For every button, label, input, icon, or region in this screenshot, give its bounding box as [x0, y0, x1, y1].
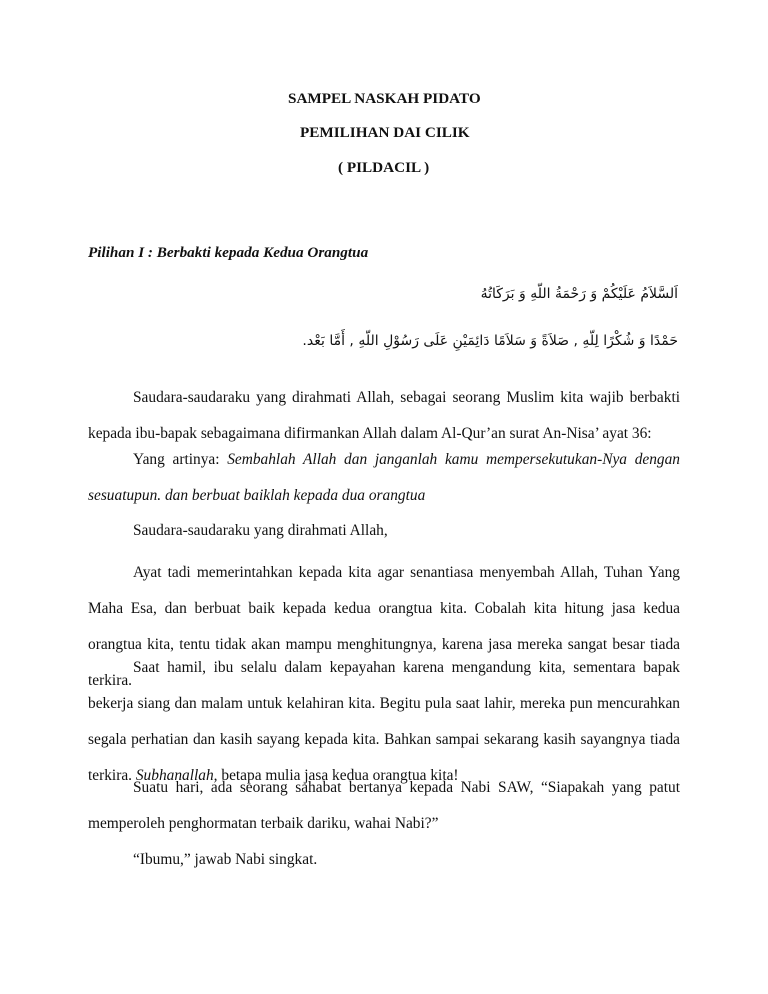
- paragraph-text: Saat hamil, ibu selalu dalam kepayahan karena mengandung kita, sementara bapak bekerja siang dan malam untuk kelahiran kita. Begitu pula saat lahir, mereka pun mencurahkan segala perhatian dan kasih sayang kepada kita. Bahkan sampai sekarang kasih sayangnya tiada terkira.: [88, 659, 680, 784]
- paragraph-text: Saudara-saudaraku yang dirahmati Allah, sebagai seorang Muslim kita wajib berbakti kepada ibu-bapak sebagaimana difirmankan Allah dalam Al-Qur’an surat An-Nisa’ ayat 36:: [88, 389, 680, 442]
- paragraph-text: Saudara-saudaraku yang dirahmati Allah,: [133, 522, 388, 539]
- paragraph: [88, 770, 680, 842]
- section-title: Pilihan I : Berbakti kepada Kedua Orangtua: [88, 244, 369, 261]
- paragraph-text: Ayat tadi memerintahkan kepada kita agar senantiasa menyembah Allah, Tuhan Yang Maha Esa, dan berbuat baik kepada kedua orangtua kita. Cobalah kita hitung jasa kedua orangtua kita, tentu tidak akan mampu menghitungnya, karena jasa mereka sangat besar tiada terkira.: [88, 564, 680, 689]
- main-title: SAMPEL NASKAH PIDATO: [288, 90, 481, 107]
- paragraph-text: betapa mulia jasa kedua orangtua kita!: [217, 767, 459, 784]
- subtitle-abbreviation: ( PILDACIL ): [338, 159, 430, 176]
- paragraph: [88, 513, 680, 549]
- arabic-praise: حَمْدًا وَ شُكْرًا لِلّهِ , صَلاَةً وَ سَلاَمًا دَائِمَيْنِ عَلَى رَسُوْلِ اللّهِ , أَمَّا بَعْد.: [302, 333, 678, 349]
- quote-translation: Sembahlah Allah dan janganlah kamu mempersekutukan-Nya dengan sesuatupun. dan berbuat baiklah kepada dua orangtua: [88, 451, 681, 504]
- subtitle: PEMILIHAN DAI CILIK: [300, 124, 470, 141]
- paragraph-quote: [88, 442, 680, 514]
- italic-phrase: Subhanallah,: [135, 767, 218, 784]
- paragraph-text: “Ibumu,” jawab Nabi singkat.: [133, 851, 318, 868]
- paragraph: [88, 842, 680, 878]
- arabic-greeting: اَلسَّلاَمُ عَلَيْكُمْ وَ رَحْمَةُ اللّهِ وَ بَرَكَاتُهُ: [480, 286, 678, 302]
- paragraph-text: Suatu hari, ada seorang sahabat bertanya kepada Nabi SAW, “Siapakah yang patut memperoleh penghormatan terbaik dariku, wahai Nabi?”: [88, 779, 680, 832]
- paragraph-text: Yang artinya:: [133, 451, 228, 468]
